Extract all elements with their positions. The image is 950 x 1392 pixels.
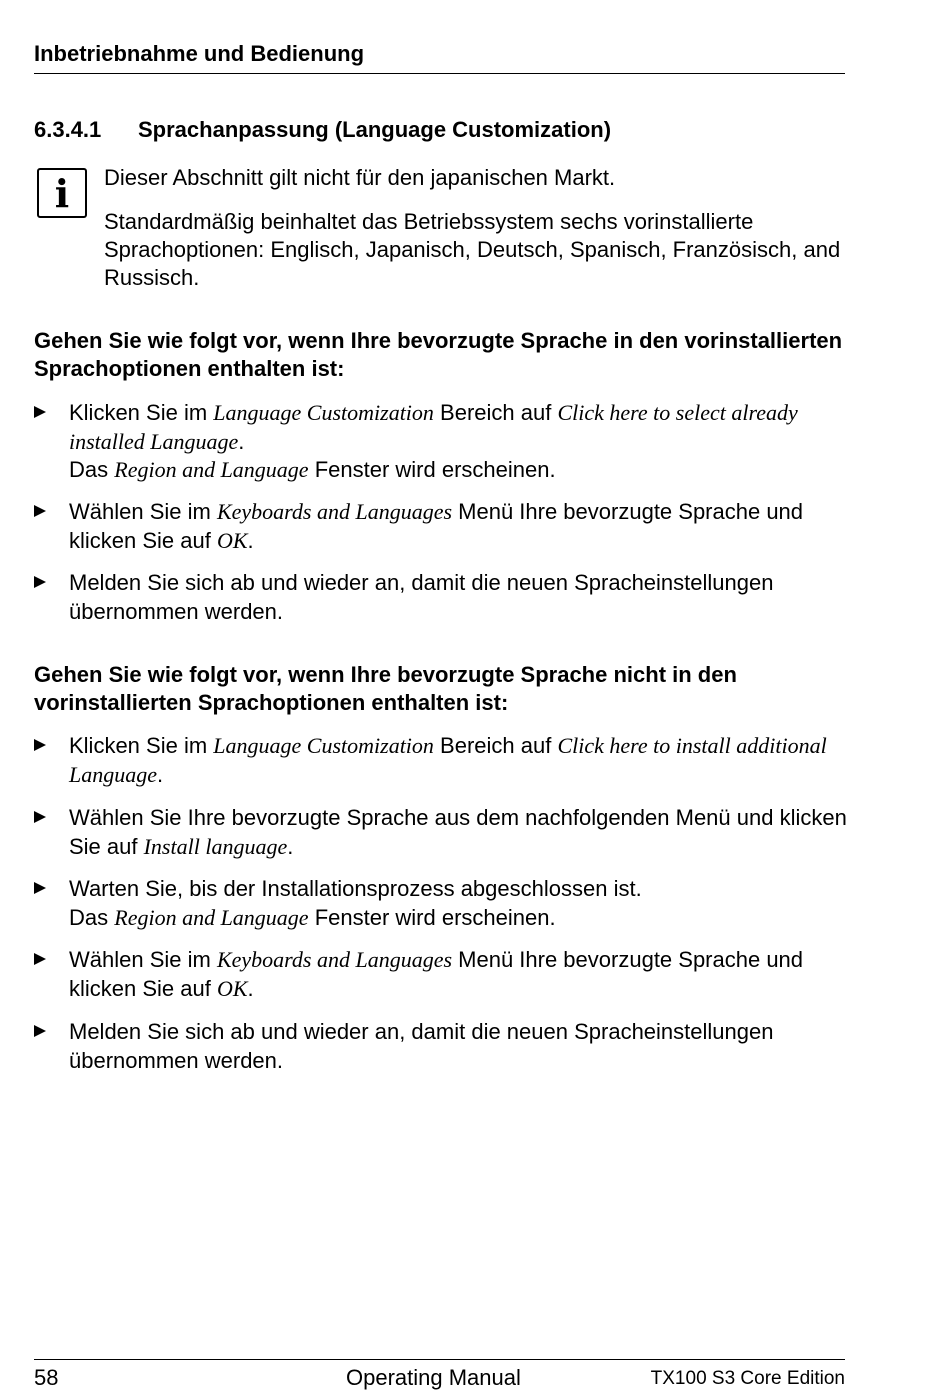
footer-product: TX100 S3 Core Edition <box>650 1368 845 1389</box>
list-item <box>34 732 849 789</box>
list-item <box>34 569 849 626</box>
ui-term: Click here to select already installed Language <box>69 400 798 454</box>
ui-term: Keyboards and Languages <box>216 947 453 972</box>
ui-term: Language Customization <box>213 400 434 425</box>
step-text <box>69 732 849 789</box>
list-item <box>34 946 849 1003</box>
ui-term: OK <box>216 527 248 553</box>
step-text-part: . <box>247 527 254 553</box>
bullet-arrow-icon <box>34 406 46 418</box>
step-text <box>69 946 849 1003</box>
step-text <box>69 804 849 861</box>
ui-term: Region and Language <box>114 904 309 930</box>
step-text <box>69 498 849 555</box>
list-item <box>34 399 849 485</box>
procedure-installed-lead: Gehen Sie wie folgt vor, wenn Ihre bevorzugte Sprache in den vorinstallierten Sprachoptionen enthalten ist: <box>34 328 843 381</box>
step-text <box>69 875 849 932</box>
step-text-part: Bereich auf <box>433 400 558 425</box>
info-icon <box>37 168 87 218</box>
step-text-part: . <box>157 761 164 787</box>
section-heading <box>34 116 845 144</box>
list-item <box>34 875 849 932</box>
ui-term: Click here to install additional Language <box>69 733 827 787</box>
step-text-part: Menü Ihre bevorzugte Sprache und klicken Sie auf <box>69 947 804 1001</box>
ui-term: Install language <box>143 833 288 859</box>
list-item <box>34 498 849 555</box>
step-text-part: Wählen Sie im <box>69 947 217 972</box>
page-number: 58 <box>34 1365 59 1390</box>
step-text-part: Wählen Sie Ihre bevorzugte Sprache aus dem nachfolgenden Menü und klicken Sie auf <box>69 805 847 859</box>
section-number: 6.3.4.1 <box>34 117 102 142</box>
step-result-part: Fenster wird erscheinen. <box>308 904 556 930</box>
step-text-part: Klicken Sie im <box>69 400 214 425</box>
ui-term: OK <box>216 975 248 1001</box>
step-text: Melden Sie sich ab und wieder an, damit die neuen Spracheinstellungen übernommen werden. <box>69 1019 774 1073</box>
list-item <box>34 804 849 861</box>
step-text-part: Bereich auf <box>433 733 558 758</box>
step-result-part: Fenster wird erscheinen. <box>308 457 556 482</box>
step-text-part: . <box>238 428 245 454</box>
list-item <box>34 1018 849 1075</box>
step-text: Melden Sie sich ab und wieder an, damit die neuen Spracheinstellungen übernommen werden. <box>69 570 774 624</box>
ui-term: Region and Language <box>114 457 309 482</box>
section-title: Sprachanpassung (Language Customization) <box>138 117 612 142</box>
step-text-part: . <box>247 975 254 1001</box>
bullet-arrow-icon <box>34 882 46 894</box>
bullet-arrow-icon <box>34 505 46 517</box>
bullet-arrow-icon <box>34 739 46 751</box>
bullet-arrow-icon <box>34 1025 46 1037</box>
ui-term: Language Customization <box>213 733 434 758</box>
ui-term: Keyboards and Languages <box>216 499 453 524</box>
step-text-part: Warten Sie, bis der Installationsprozess abgeschlossen ist. <box>69 876 642 901</box>
step-text-part: Klicken Sie im <box>69 733 214 758</box>
step-text-part: Menü Ihre bevorzugte Sprache und klicken Sie auf <box>69 499 804 553</box>
step-text-part: . <box>287 833 294 859</box>
note-market: Dieser Abschnitt gilt nicht für den japanischen Markt. <box>104 165 616 190</box>
footer-manual-label: Operating Manual <box>346 1365 521 1390</box>
info-icon-glyph: i <box>54 171 70 216</box>
step-text-part: Wählen Sie im <box>69 499 217 524</box>
step-result-part: Das <box>69 457 115 482</box>
bullet-arrow-icon <box>34 576 46 588</box>
step-text <box>69 399 849 485</box>
footer-rule <box>34 1359 845 1360</box>
step-result-part: Das <box>69 904 115 930</box>
header-rule <box>34 73 845 74</box>
running-header: Inbetriebnahme und Bedienung <box>34 41 365 66</box>
note-languages: Standardmäßig beinhaltet das Betriebssystem sechs vorinstallierte Sprachoptionen: Englisch, Japanisch, Deutsch, Spanisch, Französisch, and Russisch. <box>104 209 841 290</box>
procedure-additional-lead: Gehen Sie wie folgt vor, wenn Ihre bevorzugte Sprache nicht in den vorinstallierten Sprachoptionen enthalten ist: <box>34 662 737 715</box>
bullet-arrow-icon <box>34 953 46 965</box>
bullet-arrow-icon <box>34 811 46 823</box>
